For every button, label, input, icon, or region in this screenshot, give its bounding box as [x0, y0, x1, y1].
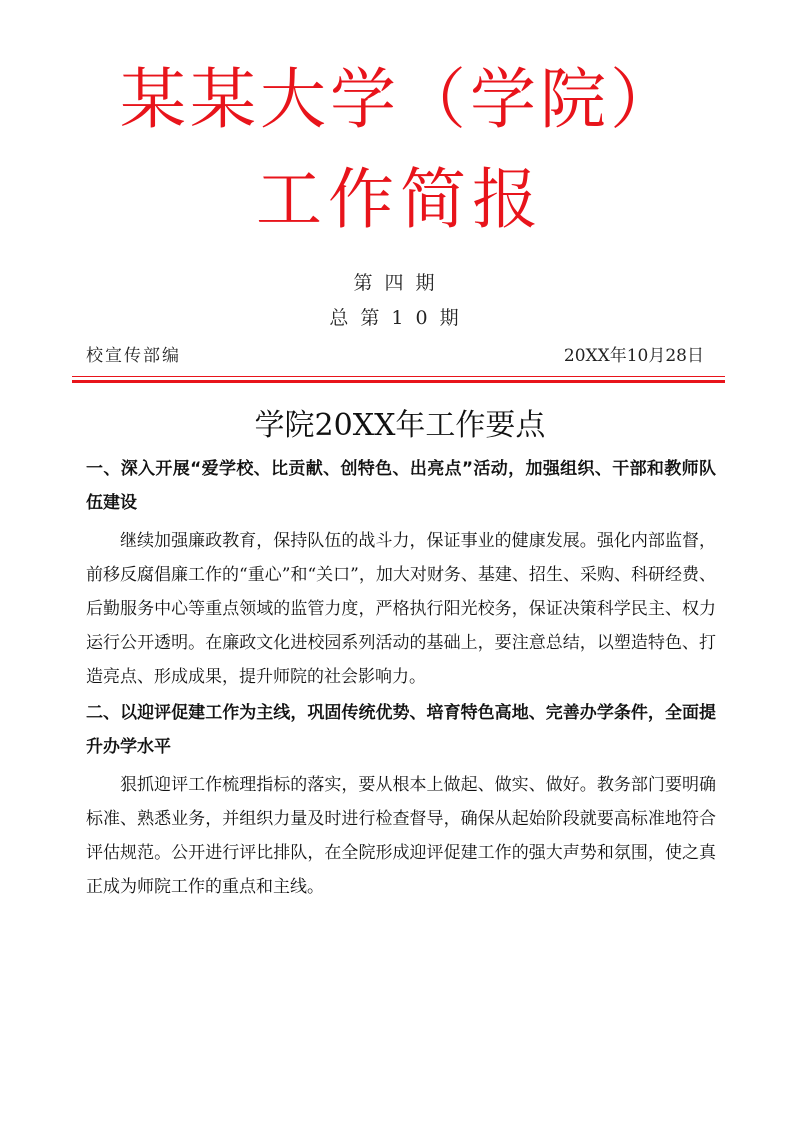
document-body: [86, 452, 716, 906]
masthead-title-line1: 某某大学（学院）: [120, 61, 680, 138]
section-2: [86, 696, 716, 904]
total-issue-number: 总第10期: [329, 307, 471, 329]
divider-thin-red: [72, 376, 725, 377]
publish-date: 20XX年10月28日: [563, 346, 704, 366]
divider-thick-red: [72, 380, 725, 383]
editor-label: 校宣传部编: [86, 346, 181, 366]
section-heading: 二、以迎评促建工作为主线，巩固传统优势、培育特色高地、完善办学条件，全面提升办学水平: [86, 703, 716, 757]
section-paragraph: 狠抓迎评工作梳理指标的落实，要从根本上做起、做实、做好。教务部门要明确标准、熟悉业务，并组织力量及时进行检查督导，确保从起始阶段就要高标准地符合评估规范。公开进行评比排队，在全院形成迎评促建工作的强大声势和氛围，使之真正成为师院工作的重点和主线。: [86, 775, 716, 897]
document-title: 学院20XX年工作要点: [254, 408, 546, 443]
section-1: [86, 452, 716, 694]
masthead-meta-row: [86, 343, 704, 369]
section-heading: 一、深入开展“爱学校、比贡献、创特色、出亮点”活动，加强组织、干部和教师队伍建设: [86, 459, 716, 513]
masthead-title-line2: 工作简报: [256, 161, 544, 238]
section-paragraph: 继续加强廉政教育，保持队伍的战斗力，保证事业的健康发展。强化内部监督，前移反腐倡廉工作的“重心”和“关口”，加大对财务、基建、招生、采购、科研经费、后勤服务中心等重点领域的监管力度，严格执行阳光校务，保证决策科学民主、权力运行公开透明。在廉政文化进校园系列活动的基础上，要注意总结，以塑造特色、打造亮点、形成成果，提升师院的社会影响力。: [86, 531, 716, 687]
issue-number: 第四期: [353, 272, 447, 294]
